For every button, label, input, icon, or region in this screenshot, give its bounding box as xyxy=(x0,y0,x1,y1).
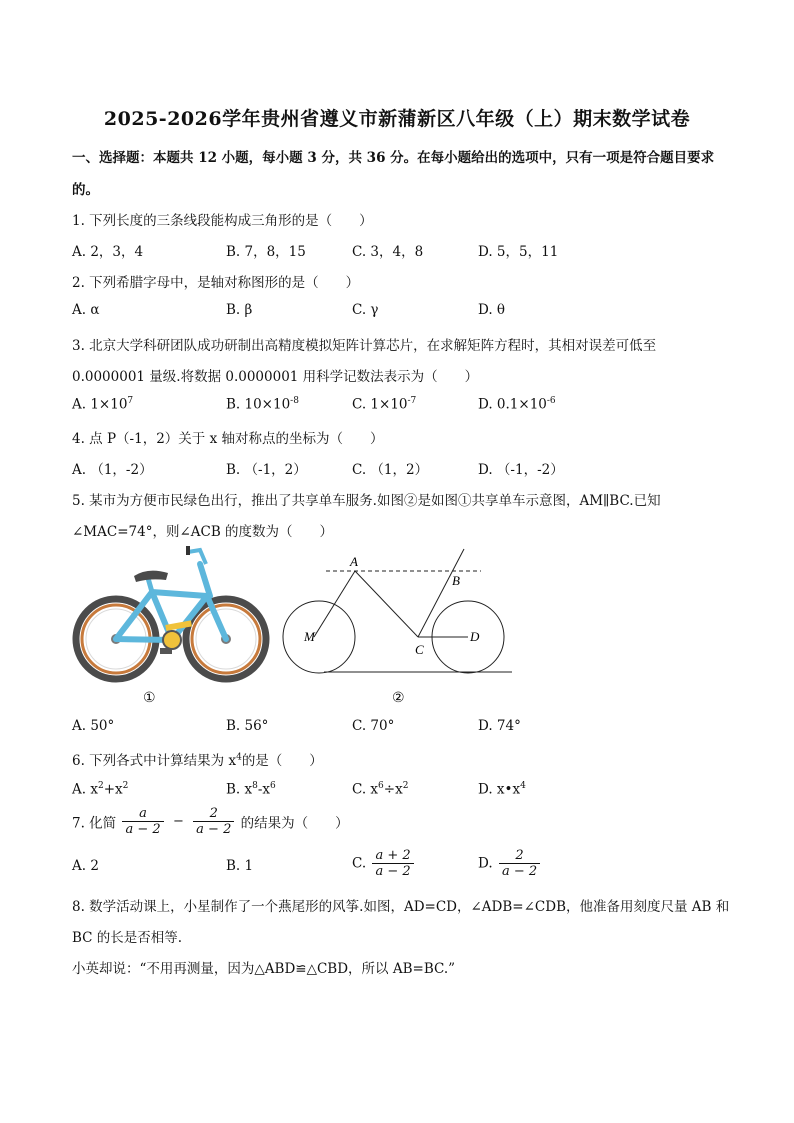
q2-stem: 2. 下列希腊字母中，是轴对称图形的是（ ） xyxy=(72,275,360,291)
figure-2-label: ② xyxy=(392,690,405,706)
q7-option-d: D. $\frac{2}{a - 2}$ xyxy=(478,848,542,879)
q4-stem: 4. 点 P（-1，2）关于 x 轴对称点的坐标为（ ） xyxy=(72,431,384,447)
q6-option-a: A. $x^2+x^2$ xyxy=(72,781,129,798)
point-m-label: M xyxy=(304,629,315,644)
q5-stem: 5. 某市为方便市民绿色出行，推出了共享单车服务.如图②是如图①共享单车示意图，AM∥BC.已知 xyxy=(72,493,661,509)
q4-option-b: B. （-1，2） xyxy=(226,462,307,478)
q6-option-c: C. $x^6\div x^2$ xyxy=(352,781,409,798)
q3-option-b: B. $10\times 10^{-8}$ xyxy=(226,396,299,413)
q6-option-b: B. $x^8-x^6$ xyxy=(226,781,276,798)
q2-option-c: C. γ xyxy=(352,302,379,318)
q7-option-a: A. 2 xyxy=(72,858,99,874)
point-d-label: D xyxy=(470,629,480,644)
q6-option-d: D. $x•x^4$ xyxy=(478,781,526,798)
q7-option-b: B. 1 xyxy=(226,858,254,874)
q7-option-c: C. $\frac{a + 2}{a - 2}$ xyxy=(352,848,416,879)
q3-option-a: A. $1\times 10^7$ xyxy=(72,396,134,413)
bicycle-illustration xyxy=(72,540,272,685)
q8-stem-quote: 小英却说：“不用再测量，因为△ABD≌△CBD，所以 AB=BC.” xyxy=(72,961,456,977)
q5-option-b: B. 56° xyxy=(226,718,269,734)
q1-option-b: B. 7，8，15 xyxy=(226,244,306,260)
q8-stem-cont: BC 的长是否相等. xyxy=(72,930,183,946)
q1-option-d: D. 5，5，11 xyxy=(478,244,559,260)
q4-option-a: A. （1，-2） xyxy=(72,462,153,478)
section-instructions-cont: 的。 xyxy=(72,182,99,198)
q1-option-c: C. 3，4，8 xyxy=(352,244,424,260)
q4-option-d: D. （-1，-2） xyxy=(478,462,564,478)
q3-option-d: D. $0.1\times 10^{-6}$ xyxy=(478,396,556,413)
q7-fraction-2: $\frac{2}{a - 2}$ xyxy=(193,806,234,837)
q4-option-c: C. （1，2） xyxy=(352,462,429,478)
q3-stem: 3. 北京大学科研团队成功研制出高精度模拟矩阵计算芯片，在求解矩阵方程时，其相对误差可低至 xyxy=(72,338,657,354)
geometry-diagram xyxy=(276,545,516,680)
figure-1-label: ① xyxy=(143,690,156,706)
point-a-label: A xyxy=(350,554,358,569)
q7-stem: 7. 化简 $\frac{a}{a - 2}$ − $\frac{2}{a - 2}$ 的结果为（ ） xyxy=(72,806,349,837)
q6-stem: 6. 下列各式中计算结果为 $x^4$的是（ ） xyxy=(72,752,323,769)
q1-stem: 1. 下列长度的三条线段能构成三角形的是（ ） xyxy=(72,213,373,229)
q5-stem-cont: ∠MAC=74°，则∠ACB 的度数为（ ） xyxy=(72,524,334,540)
page-title: 2025-2026学年贵州省遵义市新蒲新区八年级（上）期末数学试卷 xyxy=(103,108,691,130)
q7-fraction-1: $\frac{a}{a - 2}$ xyxy=(122,806,163,837)
q5-option-a: A. 50° xyxy=(72,718,115,734)
q3-stem-cont: 0.0000001 量级.将数据 0.0000001 用科学记数法表示为（ ） xyxy=(72,369,479,385)
q5-option-d: D. 74° xyxy=(478,718,521,734)
q2-option-b: B. β xyxy=(226,302,253,318)
q3-option-c: C. $1\times 10^{-7}$ xyxy=(352,396,417,413)
q8-stem: 8. 数学活动课上，小星制作了一个燕尾形的风筝.如图，AD=CD，∠ADB=∠CDB，他准备用刻度尺量 AB 和 xyxy=(72,899,730,915)
q2-option-a: A. α xyxy=(72,302,100,318)
q2-option-d: D. θ xyxy=(478,302,506,318)
point-b-label: B xyxy=(452,573,460,588)
point-c-label: C xyxy=(415,642,424,657)
q5-option-c: C. 70° xyxy=(352,718,395,734)
q1-option-a: A. 2，3，4 xyxy=(72,244,144,260)
section-instructions: 一、选择题：本题共 12 小题，每小题 3 分，共 36 分。在每小题给出的选项中，只有一项是符合题目要求 xyxy=(72,150,715,166)
